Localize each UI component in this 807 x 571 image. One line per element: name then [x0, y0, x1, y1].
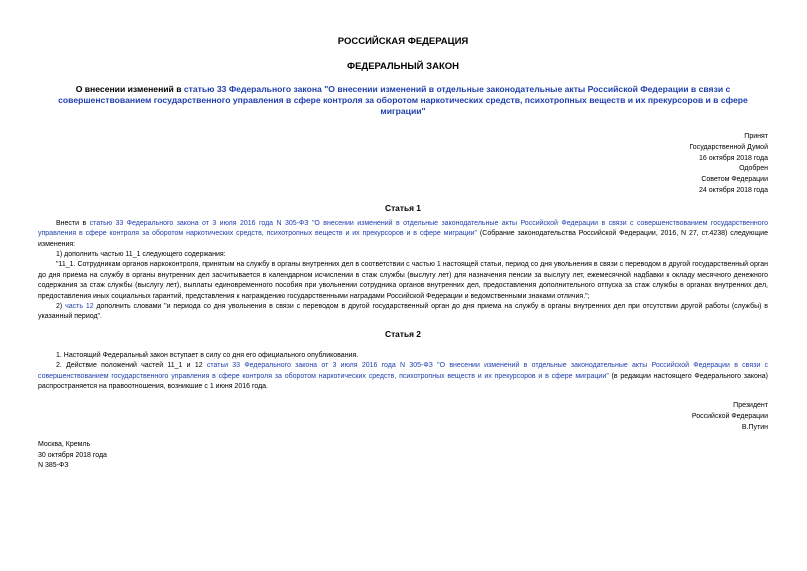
law-title — [38, 84, 768, 117]
acceptance-block — [38, 132, 768, 197]
signer-title: Президент — [733, 402, 768, 410]
accepted-label: Принят — [744, 133, 768, 140]
article-1-intro-suffix: (Собрание законодательства Российской Федерации, 2016, N 27, ст.4238) следующие изменения: — [38, 230, 768, 248]
law-title-link[interactable]: статью 33 Федерального закона "О внесении изменений в отдельные законодательные акты Российской Федерации в связи с совершенствованием государственного управления в сфере контроля за оборотом наркотических средств, психотропных веществ и их прекурсоров и в сфере миграции" — [58, 84, 748, 116]
signing-date: 30 октября 2018 года — [38, 451, 107, 459]
footer-block — [38, 440, 768, 472]
signer-country: Российской Федерации — [691, 413, 768, 421]
article-1-intro — [38, 219, 768, 250]
document-page — [38, 36, 768, 472]
signer-name: В.Путин — [741, 424, 768, 432]
signature-block — [38, 401, 768, 433]
article-1-intro-prefix: Внести в — [56, 219, 90, 227]
article-1-heading: Статья 1 — [385, 202, 421, 213]
article-1-item-2-suffix: дополнить словами "и периода со дня увольнения в связи с переводом в другой государственный орган до дня приема на службу в органы внутренних дел при отсутствии другой работы (службы) в указанный период". — [38, 303, 769, 321]
article-2-para-2-suffix: (в редакции настоящего Федерального закона) распространяется на правоотношения, возникшие с 1 июня 2016 года. — [38, 372, 769, 391]
article-2-para-2 — [38, 361, 768, 392]
article-1-item-2-prefix: 2) — [56, 303, 66, 311]
law-number: N 385-ФЗ — [38, 462, 69, 470]
article-1-quote: "11_1. Сотрудникам органов наркоконтроля, принятым на службу в органы внутренних дел в соответствии с частью 1 настоящей статьи, период со дня увольнения в связи с переводом в другой государственный орган до дня приема на службу в органы внутренних дел засчитывается в календарном исчислении в стаж службы (выслугу лет) для назначения пенсии за выслугу лет, ежемесячной надбавки к окладу месячного денежного содержания за стаж службы (выслугу лет), выплаты единовременного пособия при увольнении сотрудника органов внутренних дел, предоставления дополнительного отпуска за стаж службы в органах внутренних дел, предоставления иных социальных гарантий, представления к награждению государственными наградами Российской Федерации и ведомственными знаками отличия."; — [38, 261, 768, 300]
doc-type-heading: ФЕДЕРАЛЬНЫЙ ЗАКОН — [346, 61, 459, 72]
law-title-prefix: О внесении изменений в — [75, 84, 184, 94]
accepted-date: 16 октября 2018 года — [699, 154, 768, 162]
approved-label: Одобрен — [739, 165, 768, 173]
article-2-para-2-link[interactable]: статьи 33 Федерального закона от 3 июля 2016 года N 305-ФЗ "О внесении изменений в отдельные законодательные акты Российской Федерации в связи с совершенствованием государственного управления в сфере контроля за оборотом наркотических средств, психотропных веществ и их прекурсоров и в сфере миграции" — [38, 362, 768, 380]
article-1-intro-link[interactable]: статью 33 Федерального закона от 3 июля 2016 года N 305-ФЗ "О внесении изменений в отдельные законодательные акты Российской Федерации в связи с совершенствованием государственного управления в сфере контроля за оборотом наркотических средств, психотропных веществ и их прекурсоров и в сфере миграции" — [38, 219, 768, 238]
approved-date: 24 октября 2018 года — [699, 186, 768, 194]
article-2-para-2-prefix: 2. Действие положений частей 11_1 и 12 — [56, 362, 207, 370]
signing-place: Москва, Кремль — [38, 440, 91, 448]
article-2-heading: Статья 2 — [385, 328, 421, 339]
article-1-item-2-link[interactable]: часть 12 — [65, 303, 94, 311]
accepted-by: Государственной Думой — [689, 143, 768, 151]
article-1-item-2 — [38, 302, 768, 323]
approved-by: Советом Федерации — [701, 176, 768, 184]
article-1-item-1: 1) дополнить частью 11_1 следующего содержания: — [56, 251, 226, 258]
article-2-para-1: 1. Настоящий Федеральный закон вступает в силу со дня его официального опубликования. — [56, 351, 359, 359]
country-heading: РОССИЙСКАЯ ФЕДЕРАЦИЯ — [337, 36, 469, 47]
